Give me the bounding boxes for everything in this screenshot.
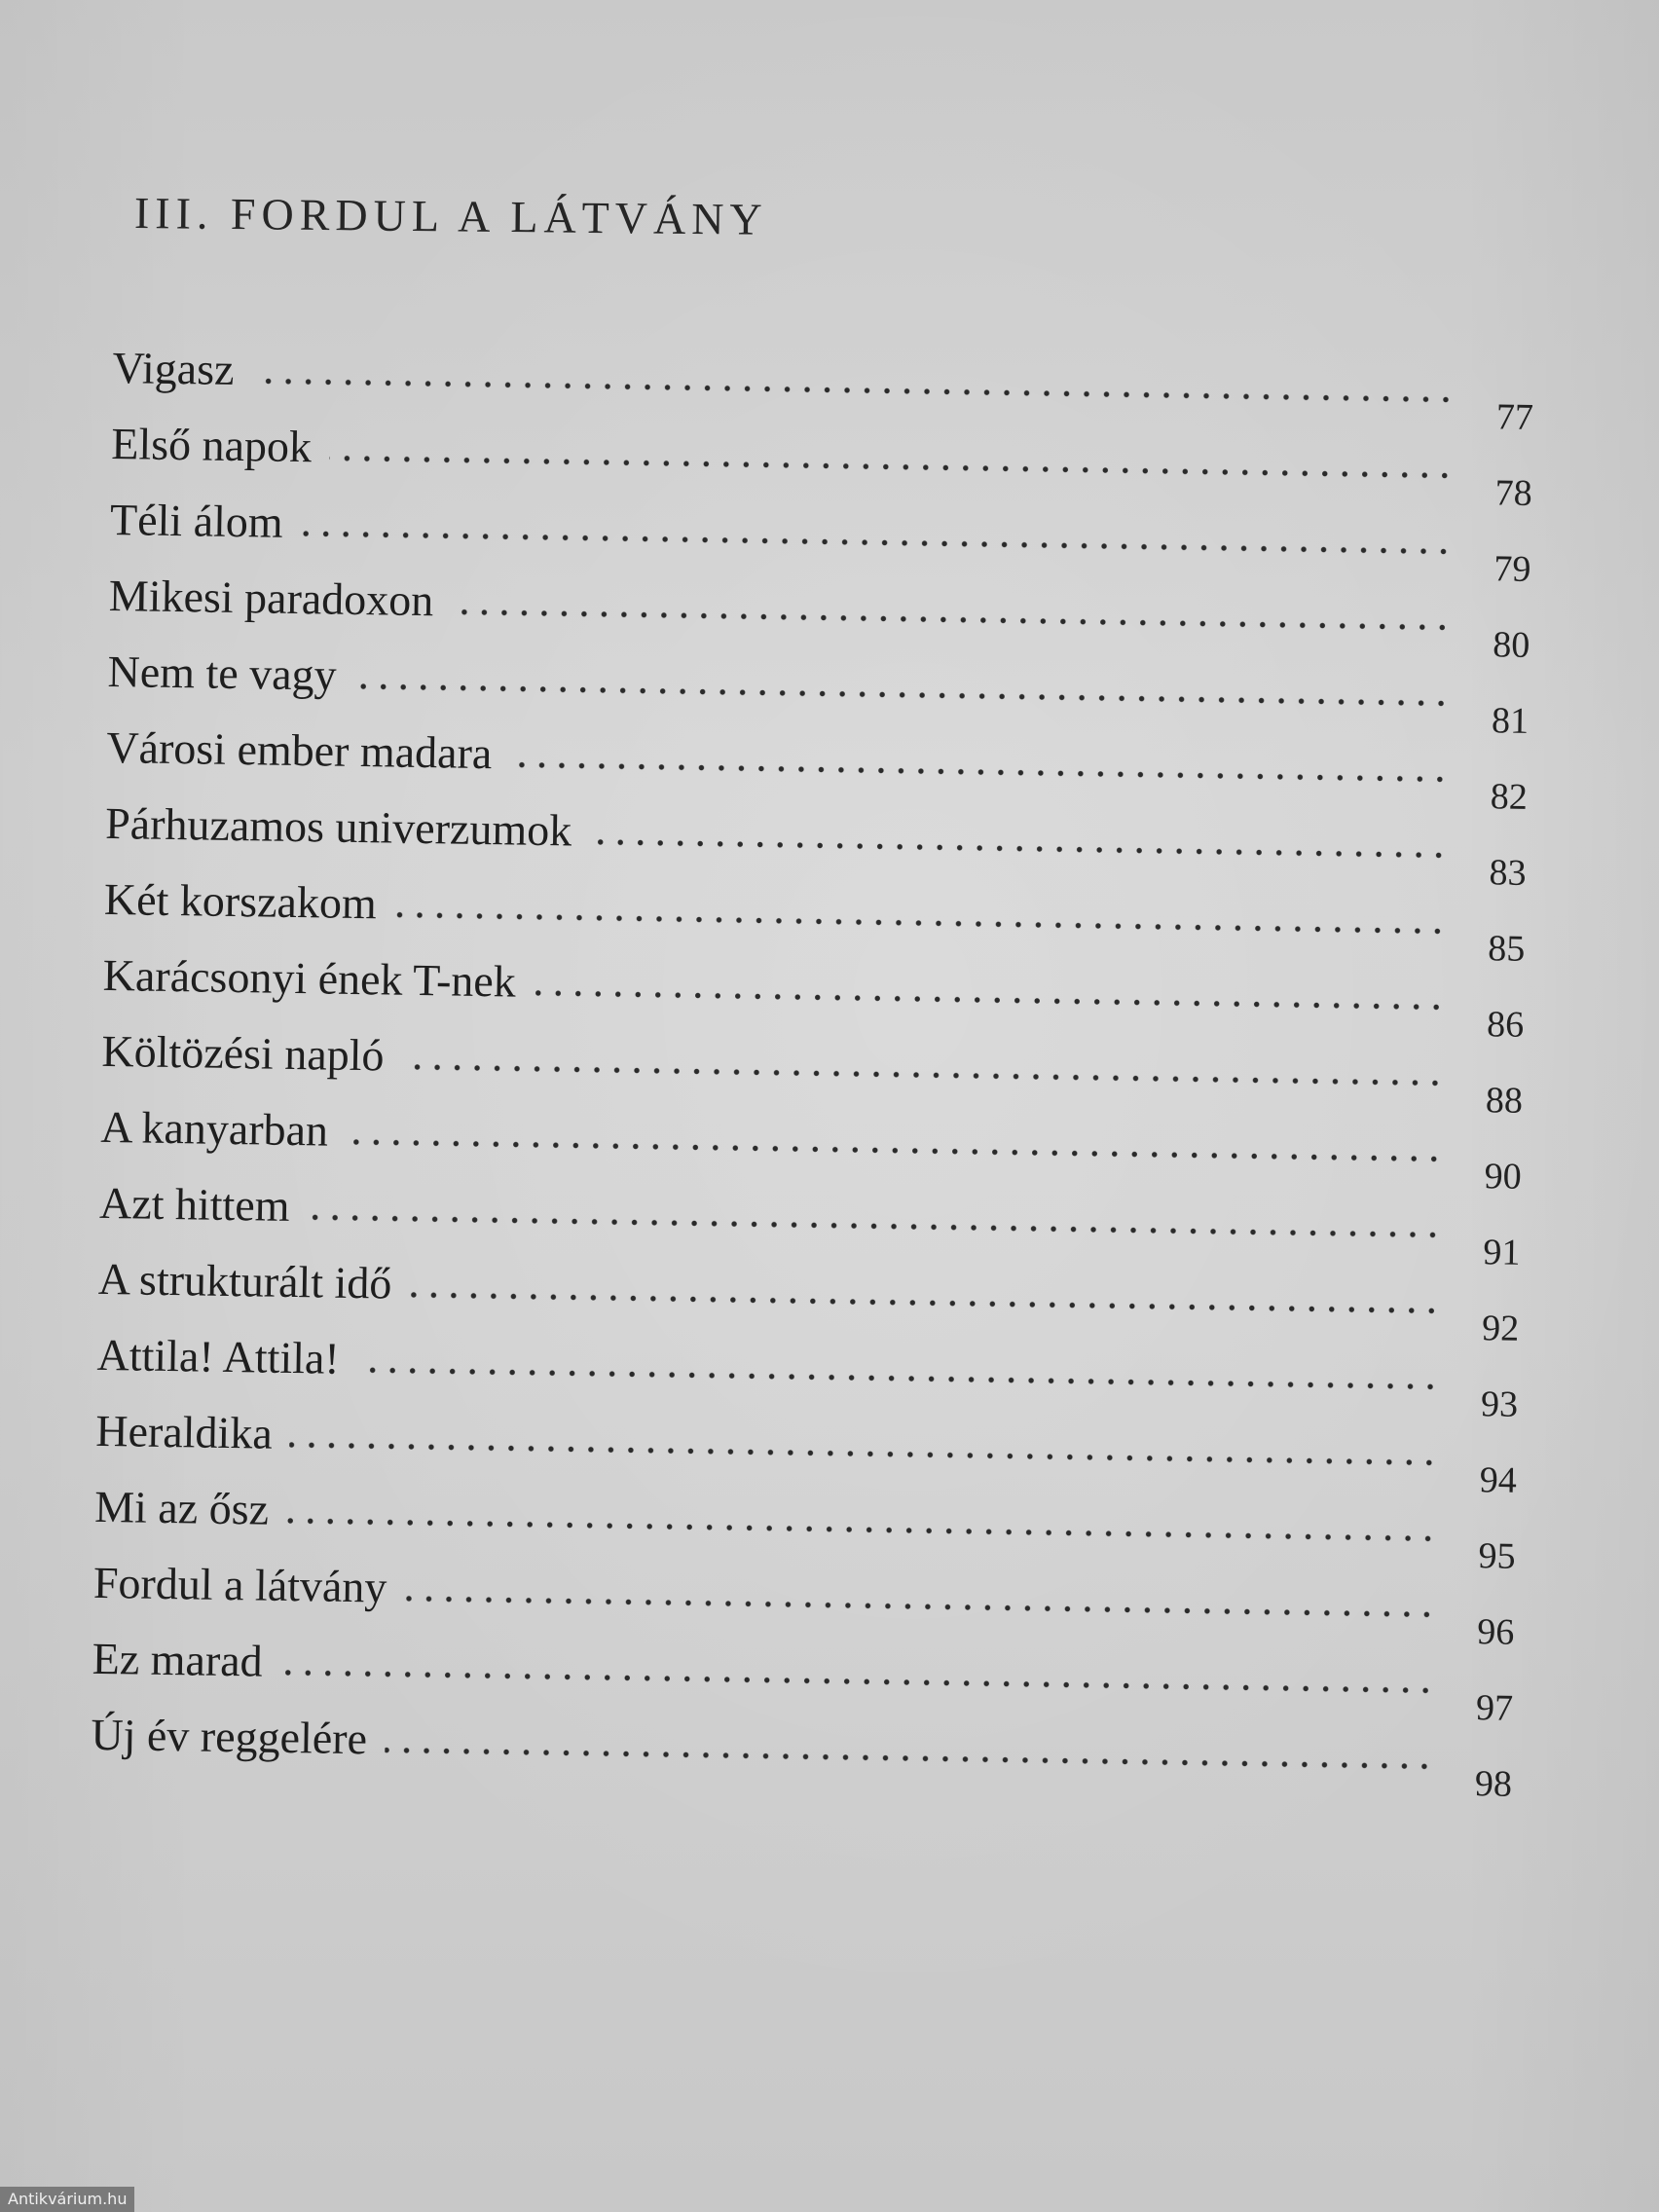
dot-leader: [307, 1214, 1443, 1237]
toc-entry-page: 96: [1477, 1611, 1515, 1653]
dot-leader: [329, 456, 1455, 479]
toc-entry-page: 90: [1484, 1156, 1523, 1198]
dot-leader: [509, 761, 1450, 782]
toc-entry-page: 95: [1478, 1535, 1516, 1577]
dot-leader: [356, 1367, 1440, 1389]
toc-entry-page: 86: [1486, 1004, 1525, 1046]
dot-leader: [451, 608, 1453, 630]
toc-entry-title: Mikesi paradoxon: [108, 570, 434, 626]
toc-entry-page: 79: [1493, 548, 1531, 590]
watermark-label: Antikvárium.hu: [0, 2187, 134, 2212]
toc-entry-title: Mi az ősz: [93, 1481, 270, 1534]
toc-entry-title: Költözési napló: [101, 1025, 385, 1081]
toc-entry-page: 92: [1481, 1308, 1520, 1349]
toc-entry-title: Párhuzamos univerzumok: [104, 797, 572, 856]
toc-entry-title: Azt hittem: [98, 1177, 290, 1231]
toc-entry-page: 82: [1490, 776, 1529, 818]
section-title: III. FORDUL A LÁTVÁNY: [133, 188, 768, 244]
toc-entry-page: 93: [1480, 1383, 1519, 1425]
toc-entry-title: A strukturált idő: [97, 1253, 392, 1309]
dot-leader: [289, 1442, 1439, 1466]
toc-entry-title: Attila! Attila!: [96, 1329, 341, 1383]
toc-entry-title: Ez marad: [92, 1633, 264, 1686]
dot-leader: [589, 839, 1449, 859]
toc-entry-page: 88: [1485, 1080, 1524, 1122]
dot-leader: [251, 378, 1456, 402]
toc-entry-title: Városi ember madara: [106, 721, 493, 779]
dot-leader: [286, 1518, 1438, 1542]
toc-entry-title: Karácsonyi ének T-nek: [102, 949, 517, 1007]
dot-leader: [279, 1670, 1435, 1694]
toc-entry-title: Első napok: [110, 418, 313, 472]
toc-entry-page: 77: [1495, 396, 1534, 438]
toc-entry-title: Nem te vagy: [107, 645, 338, 700]
dot-leader: [301, 531, 1454, 555]
dot-leader: [410, 1292, 1442, 1314]
toc-entry-page: 80: [1492, 624, 1530, 666]
toc-entry-title: A kanyarban: [99, 1101, 329, 1156]
toc-entry-title: Téli álom: [109, 494, 284, 547]
dot-leader: [353, 683, 1451, 707]
toc-entry-page: 83: [1489, 852, 1527, 894]
toc-entry-page: 98: [1474, 1763, 1513, 1805]
toc-entry-title: Fordul a látvány: [92, 1557, 387, 1612]
dot-leader: [401, 1064, 1445, 1087]
dot-leader: [346, 1139, 1444, 1162]
toc-entry-page: 91: [1483, 1232, 1521, 1273]
dot-leader: [394, 912, 1448, 935]
toc-entry-title: Két korszakom: [103, 873, 378, 929]
toc-entry-page: 97: [1475, 1687, 1514, 1729]
toc-entry-title: Heraldika: [95, 1405, 274, 1458]
table-of-contents: [91, 341, 1534, 1806]
toc-entry-title: Vigasz: [112, 342, 235, 394]
dot-leader: [533, 990, 1446, 1011]
toc-entry-page: 78: [1494, 472, 1533, 514]
toc-entry-title: Új év reggelére: [91, 1709, 368, 1764]
dot-leader: [385, 1748, 1434, 1770]
toc-entry-page: 81: [1491, 700, 1530, 742]
dot-leader: [405, 1596, 1437, 1618]
toc-entry-page: 85: [1488, 928, 1526, 970]
toc-entry-page: 94: [1479, 1459, 1518, 1501]
